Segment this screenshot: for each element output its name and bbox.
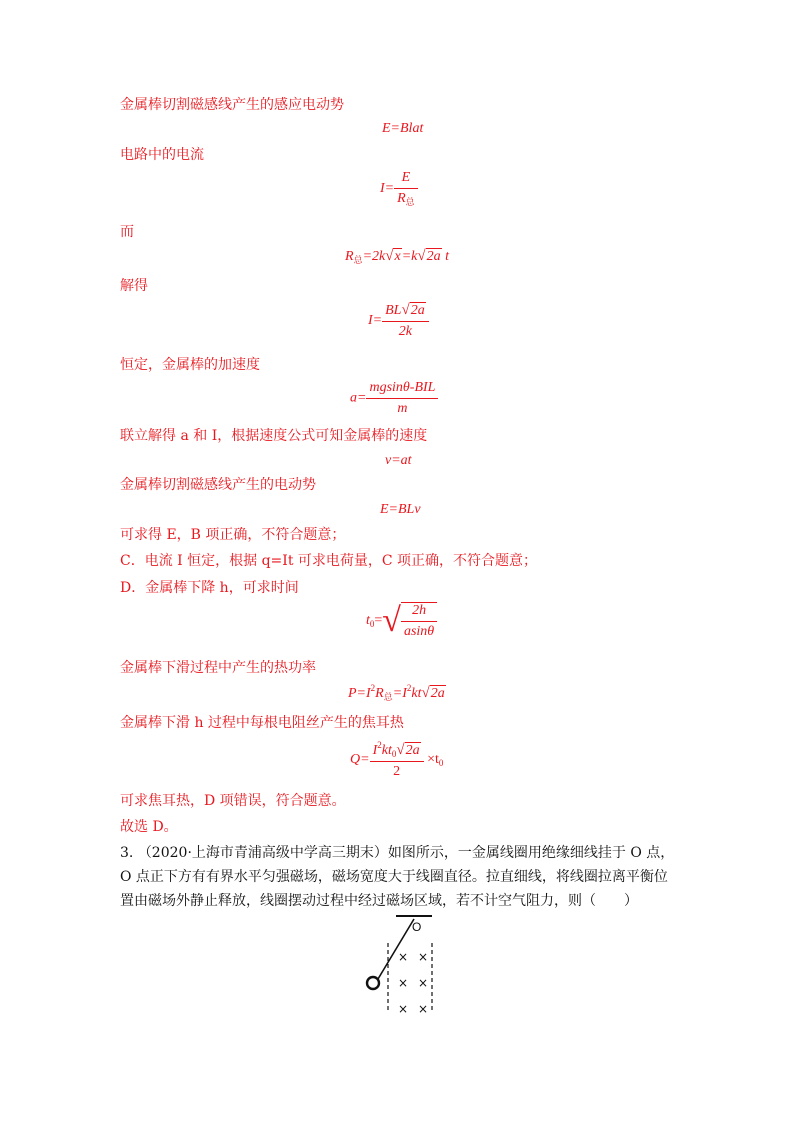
equation-time: $t_0=√$ $\frac{2h}{asin\theta}$ [366,602,437,640]
solution-line: 恒定，金属棒的加速度 [120,357,260,373]
solution-line: C．电流 I 恒定，根据 q=It 可求电荷量，C 项正确，不符合题意； [120,553,538,569]
equation-resistance: $R_总=2k√x=k√2a$ t [345,248,449,265]
equation-heat: Q= $\frac{I^2kt_0√2a}{2}$ $\times t_0$ [350,740,444,779]
pivot-label: O [412,920,422,934]
solution-line: 故选 D。 [120,819,178,835]
coil-ring [367,977,379,989]
equation-power: $P=I^2R_总=I^2kt√2a$ [348,683,445,702]
equation-current: I= $\frac{E}{R_总}$ [380,170,418,208]
solution-line: 解得 [120,278,148,294]
field-mark: × [398,950,409,964]
field-mark: × [418,1002,429,1016]
solution-line: 金属棒下滑 h 过程中每根电阻丝产生的焦耳热 [120,715,404,731]
field-mark: × [398,976,409,990]
pendulum-figure [358,913,478,1023]
question-text: （2020·上海市青浦高级中学高三期末）如图所示，一金属线圈用绝缘细线挂于 O 点，O 点正下方有有界水平匀强磁场，磁场宽度大于线圈直径。拉直细线，将线圈拉离平衡位置由磁场外静止释放，线圈摆动过程中经过磁场区域，若不计空气阻力，则（ ） [120,845,675,909]
equation-emf: E=Blat [382,121,424,136]
string-line [378,919,414,979]
field-mark: × [418,950,429,964]
question-3 [120,841,680,913]
solution-line: 金属棒切割磁感线产生的感应电动势 [120,97,344,113]
equation-acceleration: a= $\frac{\text{mgsinθ-BIL}}{m}$ [350,380,438,417]
equation-emf-velocity: E=BLv [380,502,421,517]
solution-line: 而 [120,224,134,240]
solution-line: 电路中的电流 [120,147,204,163]
equation-velocity: v=at [385,453,412,468]
field-mark: × [398,1002,409,1016]
solution-line: 可求焦耳热，D 项错误，符合题意。 [120,793,346,809]
magnetic-field-marks [398,950,428,1016]
solution-line: D．金属棒下降 h，可求时间 [120,580,299,596]
question-number: 3. [120,845,134,861]
solution-line: 可求得 E，B 项正确，不符合题意； [120,527,346,543]
solution-line: 联立解得 a 和 I，根据速度公式可知金属棒的速度 [120,428,428,444]
field-mark: × [418,976,429,990]
solution-line: 金属棒切割磁感线产生的电动势 [120,477,316,493]
solution-line: 金属棒下滑过程中产生的热功率 [120,660,316,676]
equation-current-result: I= $\frac{BL√2a}{2k}$ [368,302,429,340]
